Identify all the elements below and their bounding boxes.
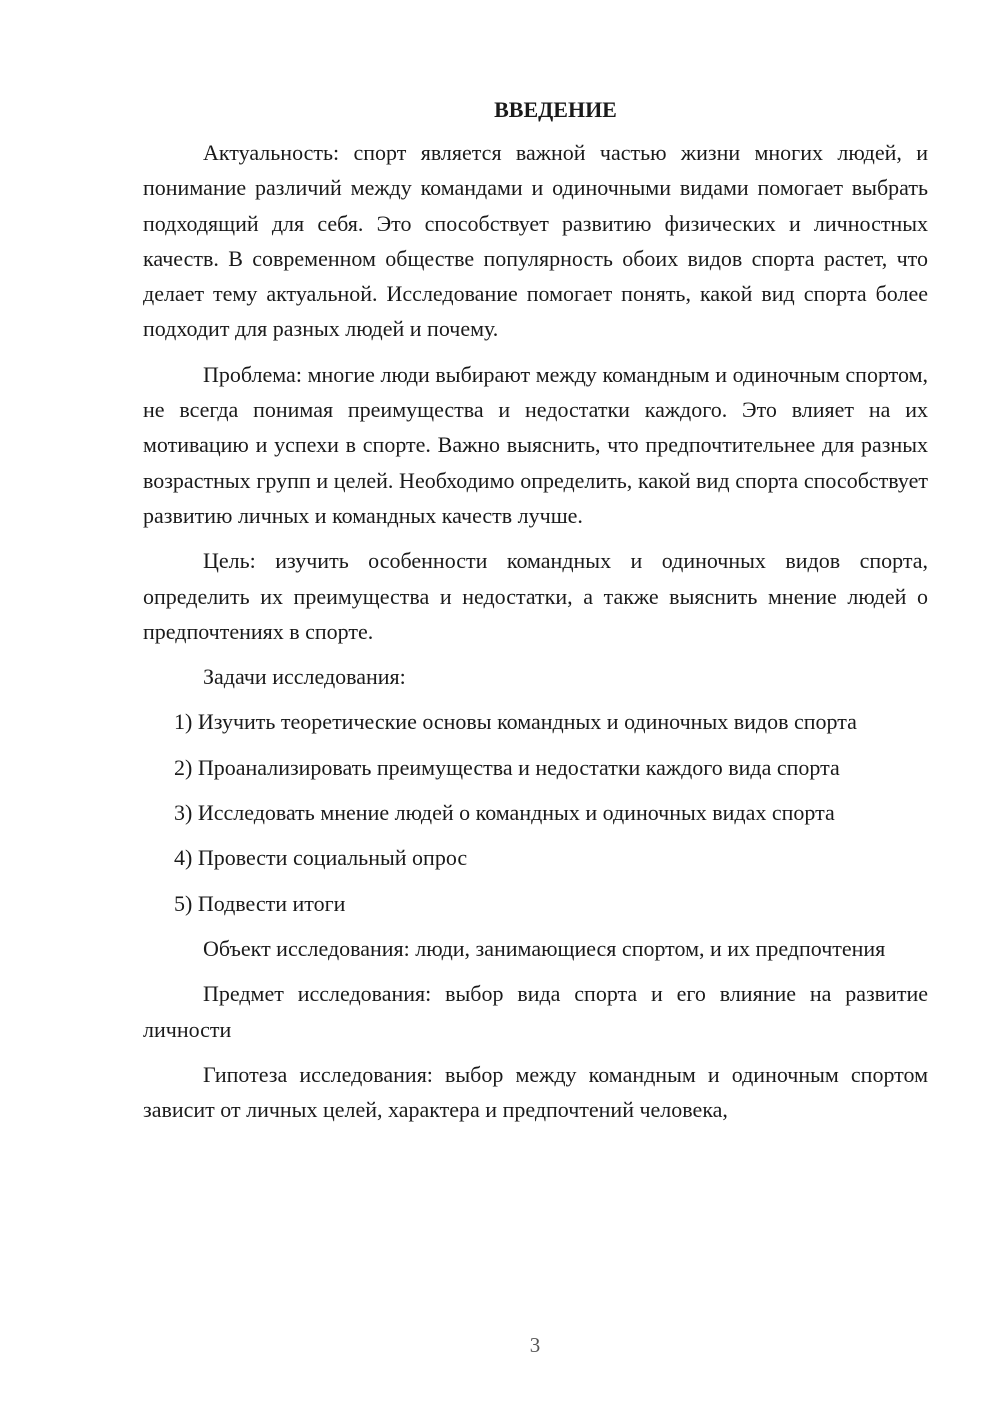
paragraph-problem: Проблема: многие люди выбирают между командным и одиночным спортом, не всегда понимая преимущества и недостатки каждого. Это влияет на их мотивацию и успехи в спорте. Важно выяснить, что предпочтительнее для разных возрастных групп и целей. Необходимо определить, какой вид спорта способствует развитию личных и командных качеств лучше.	[143, 361, 928, 528]
paragraph-tasks-heading: Задачи исследования:	[203, 664, 406, 690]
paragraph-goal: Цель: изучить особенности командных и одиночных видов спорта, определить их преимущества и недостатки, а также выяснить мнение людей о предпочтениях в спорте.	[143, 548, 928, 644]
task-item-5: 5) Подвести итоги	[174, 890, 346, 916]
paragraph-hypothesis: Гипотеза исследования: выбор между командным и одиночным спортом зависит от личных целей, характера и предпочтений человека,	[143, 1061, 928, 1123]
task-item-2: 2) Проанализировать преимущества и недостатки каждого вида спорта	[174, 754, 840, 780]
task-item-3: 3) Исследовать мнение людей о командных и одиночных видах спорта	[174, 800, 835, 826]
page-title: ВВЕДЕНИЕ	[494, 97, 617, 122]
task-item-1: 1) Изучить теоретические основы командных и одиночных видов спорта	[174, 709, 857, 735]
paragraph-subject: Предмет исследования: выбор вида спорта и его влияние на развитие личности	[143, 981, 928, 1042]
page-number: 3	[529, 1333, 541, 1357]
paragraph-object: Объект исследования: люди, занимающиеся спортом, и их предпочтения	[203, 935, 886, 961]
task-item-4: 4) Провести социальный опрос	[174, 845, 468, 871]
paragraph-relevance: Актуальность: спорт является важной частью жизни многих людей, и понимание различий между командами и одиночными видами помогает выбрать подходящий для себя. Это способствует развитию физических и личностных качеств. В современном обществе популярность обоих видов спорта растет, что делает тему актуальной. Исследование помогает понять, какой вид спорта более подходит для разных людей и почему.	[143, 140, 928, 342]
